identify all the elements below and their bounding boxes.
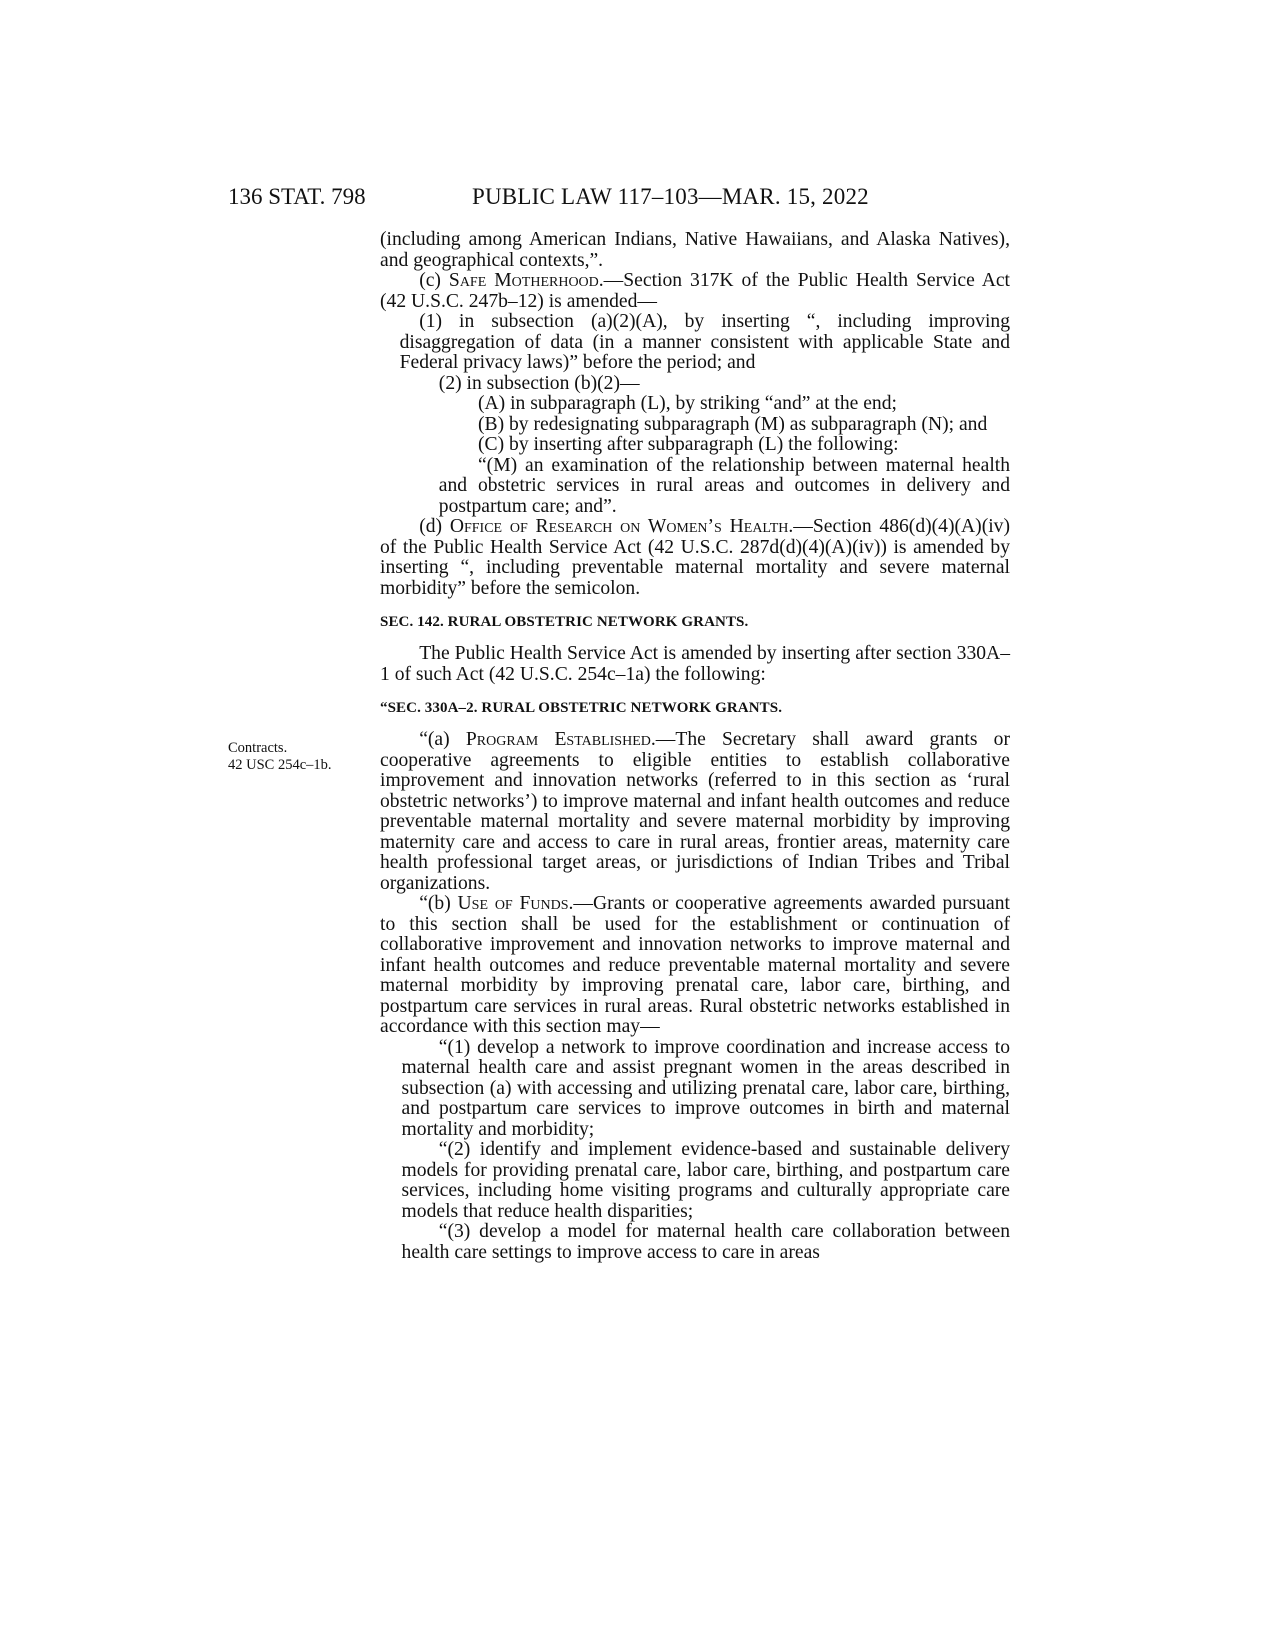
section-142-text: The Public Health Service Act is amended by inserting after section 330A–1 of such Act (42 U.S.C. 254c–1a) the following: — [380, 643, 1010, 685]
subsection-c-heading: Safe Motherhood — [448, 270, 599, 291]
subsection-d-label: (d) — [419, 516, 443, 537]
subsection-a-heading: Program Established — [465, 729, 651, 750]
use-of-funds-item-3: “(3) develop a model for maternal health care collaboration between health care settings to improve access to care in areas — [401, 1221, 1010, 1263]
paragraph-continuation: (including among American Indians, Native Hawaiians, and Alaska Natives), and geographical contexts,”. — [380, 229, 1010, 271]
subparagraph-b-item: (B) by redesignating subparagraph (M) as subparagraph (N); and — [477, 413, 988, 435]
document-body — [380, 230, 1010, 1263]
subsection-b-text: .—Grants or cooperative agreements awarded pursuant to this section shall be used for the establishment or continuation of collaborative improvement and innovation networks to improve maternal and infant health outcomes and reduce preventable maternal mortality and severe maternal morbidity by improving prenatal care, labor care, birthing, and postpartum care services in rural areas. Rural obstetric networks established in accordance with this section may— — [380, 893, 1010, 1037]
paragraph-1-item — [380, 312, 1010, 374]
use-of-funds-item-1: “(1) develop a network to improve coordination and increase access to maternal health care and assist pregnant women in the areas described in subsection (a) with accessing and utilizing prenatal care, labor care, birthing, and postpartum care services to improve outcomes in birth and maternal mortality and morbidity; — [401, 1036, 1010, 1140]
subsection-d-heading: Office of Research on Women’s Health — [449, 516, 789, 537]
paragraph-2-item: (2) in subsection (b)(2)— — [438, 372, 640, 394]
page-header — [228, 182, 958, 212]
section-330a-2-heading: “SEC. 330A–2. RURAL OBSTETRIC NETWORK GRANTS. — [380, 700, 783, 716]
subsection-a-text: .—The Secretary shall award grants or cooperative agreements to eligible entities to establish collaborative improvement and innovation networks (referred to in this section as ‘rural obstetric networks’) to improve maternal and infant health outcomes and reduce preventable maternal mortality and severe maternal morbidity by improving maternity care and access to care in rural areas, frontier areas, maternity care health professional target areas, or jurisdictions of Indian Tribes and Tribal organizations. — [380, 729, 1010, 894]
margin-note-usc-citation: 42 USC 254c–1b. — [228, 757, 332, 773]
subsection-b-label: “(b) — [419, 893, 451, 914]
use-of-funds-item-2: “(2) identify and implement evidence-based and sustainable delivery models for providing prenatal care, labor care, birthing, and postpartum care services, including home visiting programs and culturally appropriate care models that reduce health disparities; — [401, 1139, 1010, 1222]
section-142-heading: SEC. 142. RURAL OBSTETRIC NETWORK GRANTS. — [380, 614, 749, 630]
margin-note — [228, 740, 368, 774]
subsection-c-text: .—Section 317K of the Public Health Service Act (42 U.S.C. 247b–12) is amended— — [380, 270, 1010, 312]
stat-page-number: 136 STAT. 798 — [228, 184, 366, 209]
subsection-c-safe-motherhood — [380, 271, 1010, 312]
subsection-d-text: .—Section 486(d)(4)(A)(iv) of the Public Health Service Act (42 U.S.C. 287d(d)(4)(A)(iv)) is amended by inserting “, including preventable maternal mortality and severe maternal morbidity” before the semicolon. — [380, 516, 1010, 599]
subsection-b-use-of-funds — [380, 894, 1010, 1038]
margin-note-contracts: Contracts. — [228, 740, 288, 756]
paragraph-1-text: (1) in subsection (a)(2)(A), by inserting “, including improving disaggregation of data (in a manner consistent with applicable State and Federal privacy laws)” before the period; and — [399, 311, 1010, 373]
subsection-b-heading: Use of Funds — [457, 893, 569, 914]
subparagraph-a-item: (A) in subparagraph (L), by striking “and” at the end; — [478, 393, 897, 414]
inserted-subparagraph-m: “(M) an examination of the relationship between maternal health and obstetric services in rural areas and outcomes in delivery and postpartum care; and”. — [438, 454, 1010, 517]
public-law-title: PUBLIC LAW 117–103—MAR. 15, 2022 — [472, 184, 869, 209]
subparagraph-c-item: (C) by inserting after subparagraph (L) the following: — [478, 434, 899, 455]
subsection-c-label: (c) — [419, 270, 441, 291]
subsection-d-womens-health — [380, 517, 1010, 599]
subsection-a-program-established — [380, 730, 1010, 894]
subsection-a-label: “(a) — [419, 729, 450, 750]
